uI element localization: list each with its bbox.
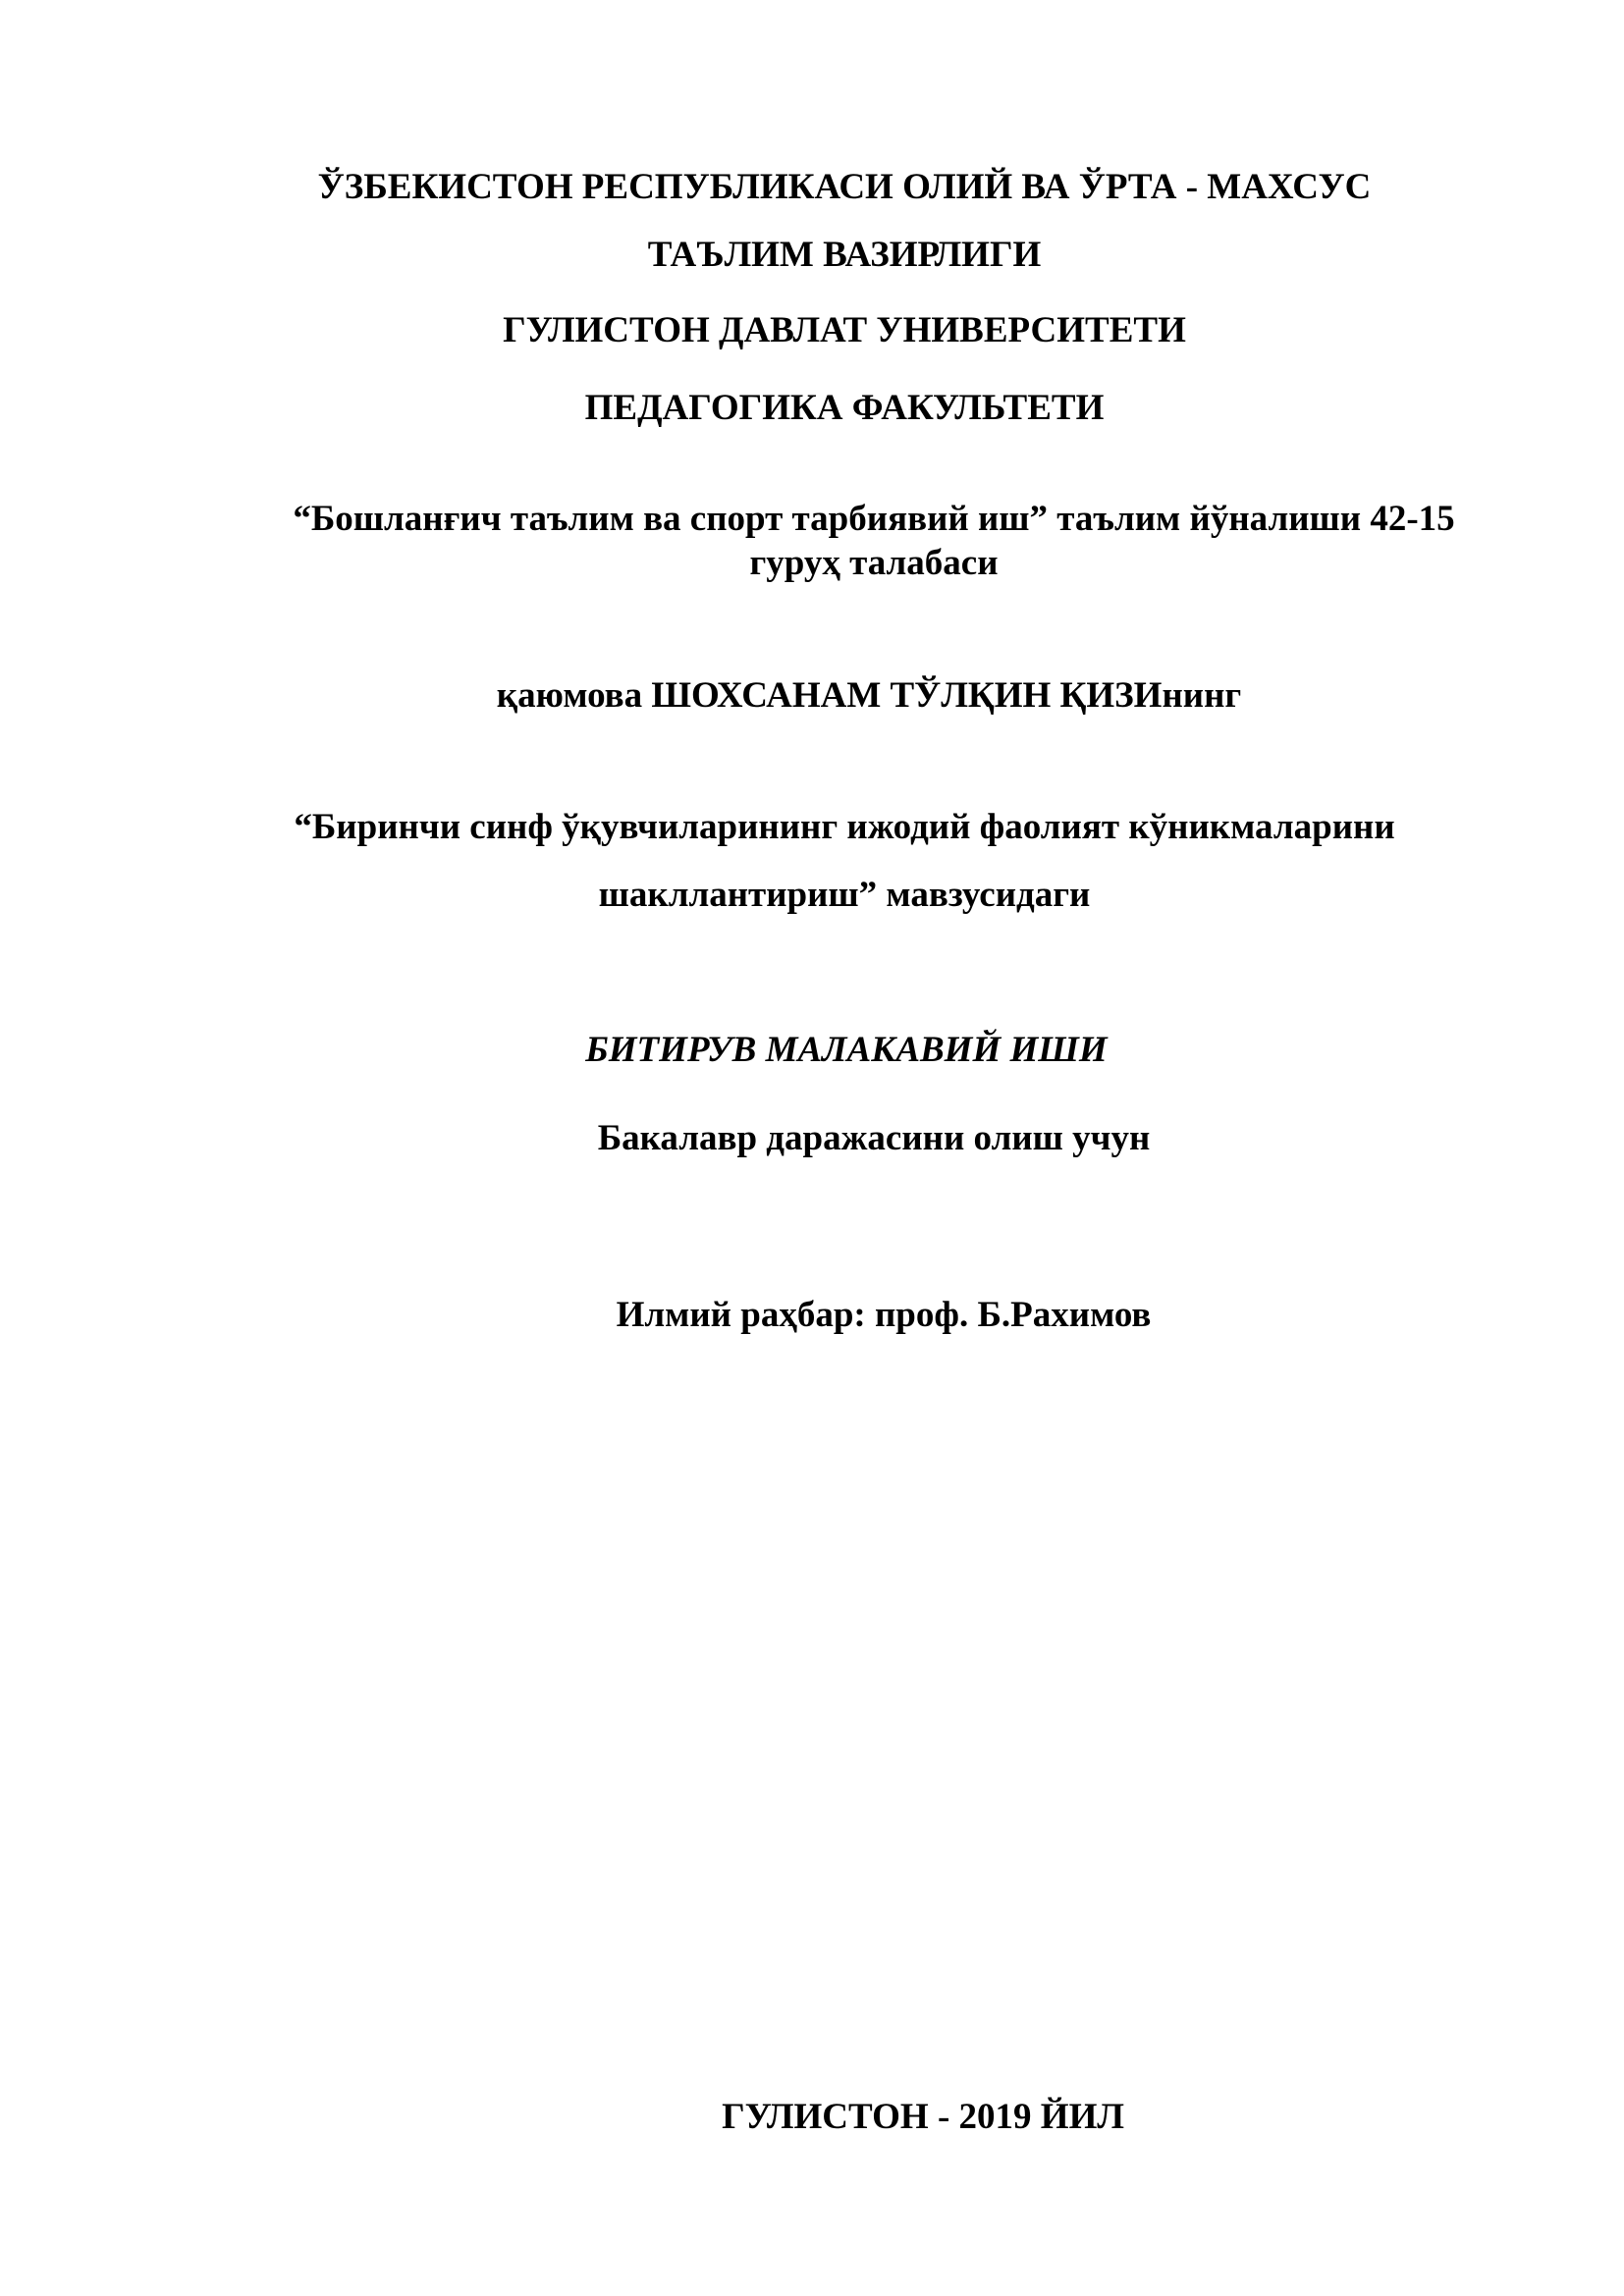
- faculty-name: ПЕДАГОГИКА ФАКУЛЬТЕТИ: [584, 388, 1105, 428]
- student-name: қаюмова ШОХСАНАМ ТЎЛҚИН ҚИЗИнинг: [496, 675, 1242, 716]
- ministry-line-1: ЎЗБЕКИСТОН РЕСПУБЛИКАСИ ОЛИЙ ВА ЎРТА - МАХСУС: [317, 167, 1372, 207]
- university-name: ГУЛИСТОН ДАВЛАТ УНИВЕРСИТЕТИ: [503, 310, 1186, 350]
- thesis-topic-line-2: шакллантириш” мавзусидаги: [598, 875, 1091, 915]
- degree-purpose: Бакалавр даражасини олиш учун: [597, 1118, 1151, 1158]
- ministry-line-2: ТАЪЛИМ ВАЗИРЛИГИ: [647, 235, 1042, 275]
- study-direction-line-1: “Бошланғич таълим ва спорт тарбиявий иш” таълим йўналиши 42-15: [293, 499, 1455, 539]
- study-direction-line-2: гуруҳ талабаси: [749, 543, 999, 583]
- thesis-topic-line-1: “Биринчи синф ўқувчиларининг ижодий фаолият кўникмаларини: [294, 807, 1395, 847]
- scientific-supervisor: Илмий раҳбар: проф. Б.Рахимов: [616, 1295, 1152, 1335]
- work-type: БИТИРУВ МАЛАКАВИЙ ИШИ: [585, 1030, 1108, 1070]
- city-year: ГУЛИСТОН - 2019 ЙИЛ: [722, 2097, 1124, 2137]
